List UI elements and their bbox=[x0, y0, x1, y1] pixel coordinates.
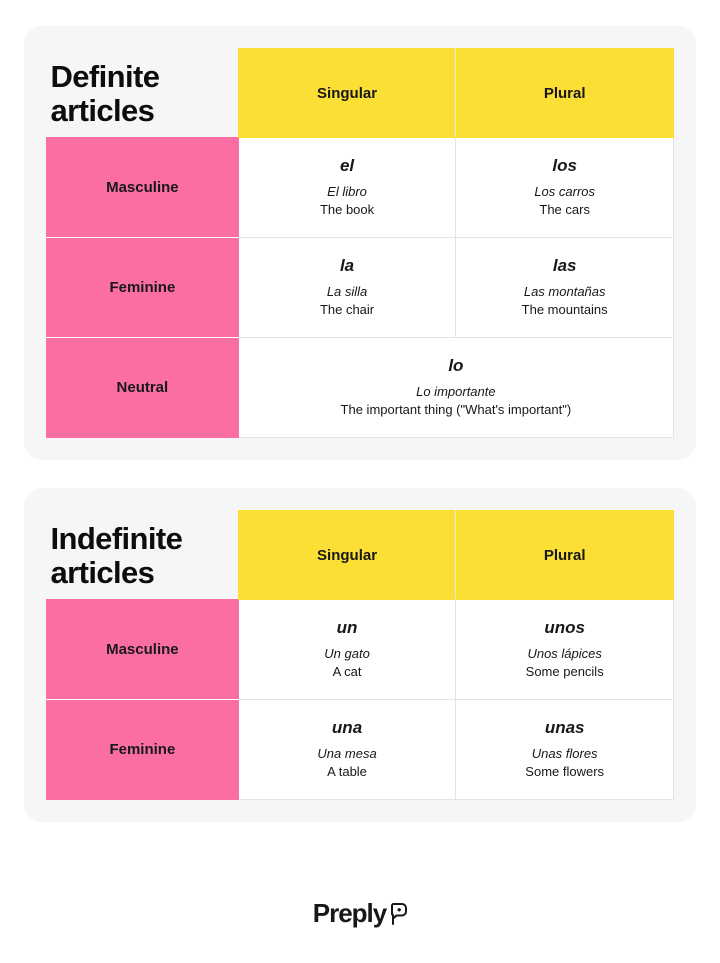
example-phrase: Unos lápices bbox=[527, 645, 602, 661]
cell-masculine-plural bbox=[456, 138, 674, 238]
article-word: un bbox=[336, 617, 358, 637]
preply-logo bbox=[313, 898, 408, 929]
row-label-feminine: Feminine bbox=[47, 700, 239, 800]
page-title-definite: Definite articles bbox=[50, 59, 160, 128]
table-row bbox=[47, 700, 674, 800]
example-translation: The book bbox=[319, 202, 375, 218]
row-label-feminine: Feminine bbox=[47, 238, 239, 338]
indefinite-articles-table bbox=[46, 510, 674, 800]
footer bbox=[24, 898, 696, 963]
example-translation: A table bbox=[327, 764, 367, 780]
cell-masculine-plural bbox=[456, 600, 674, 700]
column-header-plural: Plural bbox=[456, 49, 674, 138]
example-phrase: Unas flores bbox=[531, 745, 598, 761]
example-phrase: La silla bbox=[326, 283, 368, 299]
indefinite-title-cell bbox=[47, 511, 239, 600]
definite-articles-card bbox=[24, 26, 696, 460]
brand-name: Preply bbox=[312, 898, 387, 928]
table-row bbox=[47, 600, 674, 700]
article-word: el bbox=[339, 155, 355, 175]
definite-articles-table bbox=[46, 48, 674, 438]
article-word: lo bbox=[448, 355, 464, 375]
example-phrase: Los carros bbox=[534, 183, 596, 199]
example-translation: A cat bbox=[332, 664, 362, 680]
example-translation: The cars bbox=[539, 202, 590, 218]
article-word: los bbox=[552, 155, 577, 175]
preply-speech-bubble-icon bbox=[390, 903, 407, 925]
example-translation: Some flowers bbox=[525, 764, 605, 780]
column-header-plural: Plural bbox=[456, 511, 674, 600]
cell-feminine-singular bbox=[238, 238, 456, 338]
table-header-row bbox=[47, 511, 674, 600]
cell-feminine-singular bbox=[238, 700, 456, 800]
table-row bbox=[47, 238, 674, 338]
example-translation: The chair bbox=[319, 302, 375, 318]
column-header-singular: Singular bbox=[238, 511, 456, 600]
column-header-singular: Singular bbox=[238, 49, 456, 138]
article-word: unos bbox=[544, 617, 585, 637]
article-word: una bbox=[331, 717, 363, 737]
example-phrase: El libro bbox=[327, 183, 367, 199]
indefinite-articles-card bbox=[24, 488, 696, 822]
example-translation: Some pencils bbox=[525, 664, 604, 680]
definite-title-cell bbox=[47, 49, 239, 138]
cell-feminine-plural bbox=[456, 700, 674, 800]
example-phrase: Lo importante bbox=[416, 383, 496, 399]
article-word: unas bbox=[544, 717, 585, 737]
example-translation: The mountains bbox=[521, 302, 608, 318]
example-phrase: Un gato bbox=[324, 645, 370, 661]
table-header-row bbox=[47, 49, 674, 138]
cell-neutral-combined bbox=[238, 338, 673, 438]
row-label-masculine: Masculine bbox=[47, 600, 239, 700]
page-title-indefinite: Indefinite articles bbox=[50, 521, 183, 590]
cell-masculine-singular bbox=[238, 138, 456, 238]
row-label-masculine: Masculine bbox=[47, 138, 239, 238]
table-row bbox=[47, 338, 674, 438]
example-translation: The important thing ("What's important") bbox=[340, 402, 572, 418]
row-label-neutral: Neutral bbox=[47, 338, 239, 438]
cell-masculine-singular bbox=[238, 600, 456, 700]
cell-feminine-plural bbox=[456, 238, 674, 338]
table-row bbox=[47, 138, 674, 238]
article-word: la bbox=[339, 255, 355, 275]
example-phrase: Una mesa bbox=[317, 745, 377, 761]
example-phrase: Las montañas bbox=[523, 283, 606, 299]
article-word: las bbox=[552, 255, 577, 275]
